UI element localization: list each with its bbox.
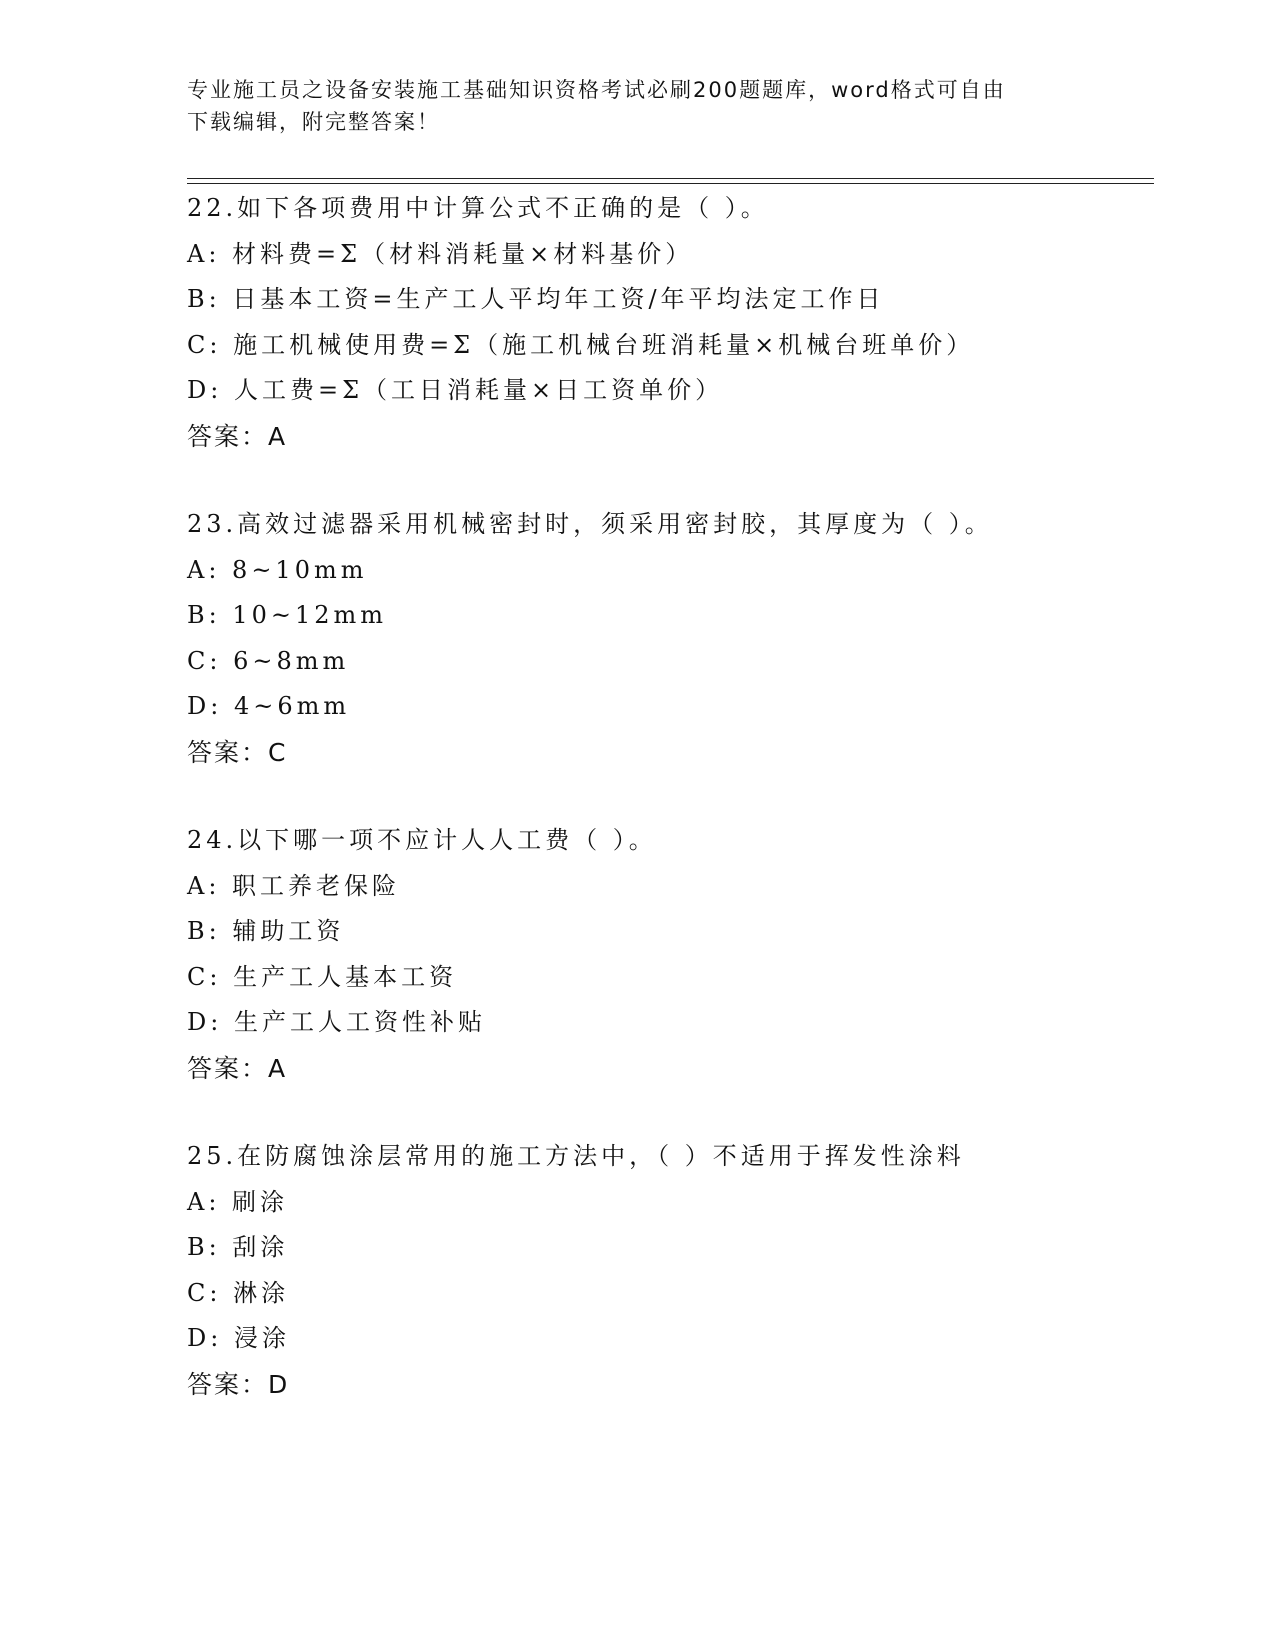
option-a: A: 材料费=Σ（材料消耗量×材料基价）	[187, 239, 694, 268]
header-line-1: 专业施工员之设备安装施工基础知识资格考试必刷200题题库，word格式可自由	[187, 78, 1006, 102]
question-stem: 25.在防腐蚀涂层常用的施工方法中，（ ）不适用于挥发性涂料	[187, 1142, 965, 1170]
question-stem: 24.以下哪一项不应计人人工费（ ）。	[187, 826, 657, 854]
question-block	[187, 1134, 1167, 1407]
option-a: A: 职工养老保险	[187, 871, 401, 900]
option-b: B: 辅助工资	[187, 917, 345, 945]
answer-text: 答案：A	[187, 421, 288, 451]
option-a: A: 刷涂	[187, 1187, 289, 1216]
question-block	[187, 186, 1167, 459]
question-block	[187, 818, 1167, 1091]
question-block	[187, 502, 1167, 775]
option-c: C: 6~8mm	[187, 646, 350, 675]
answer-text: 答案：A	[187, 1053, 288, 1083]
header-divider-bottom	[187, 183, 1154, 184]
header-line-2: 下载编辑，附完整答案！	[187, 110, 440, 134]
header-divider-top	[187, 178, 1154, 179]
option-c: C: 淋涂	[187, 1278, 290, 1307]
question-stem: 22.如下各项费用中计算公式不正确的是（ ）。	[187, 194, 769, 222]
option-c: C: 生产工人基本工资	[187, 962, 458, 991]
option-b: B: 日基本工资=生产工人平均年工资/年平均法定工作日	[187, 285, 885, 313]
answer-text: 答案：C	[187, 737, 288, 767]
option-d: D: 生产工人工资性补贴	[187, 1008, 486, 1036]
question-stem: 23.高效过滤器采用机械密封时，须采用密封胶，其厚度为（ ）。	[187, 510, 993, 538]
option-c: C: 施工机械使用费=Σ（施工机械台班消耗量×机械台班单价）	[187, 330, 975, 359]
option-b: B: 10~12mm	[187, 601, 388, 629]
document-header	[187, 74, 1067, 138]
option-d: D: 浸涂	[187, 1324, 290, 1352]
option-d: D: 人工费=Σ（工日消耗量×日工资单价）	[187, 376, 724, 404]
option-d: D: 4~6mm	[187, 692, 351, 720]
option-b: B: 刮涂	[187, 1233, 289, 1261]
answer-text: 答案：D	[187, 1369, 290, 1399]
option-a: A: 8~10mm	[187, 555, 368, 584]
